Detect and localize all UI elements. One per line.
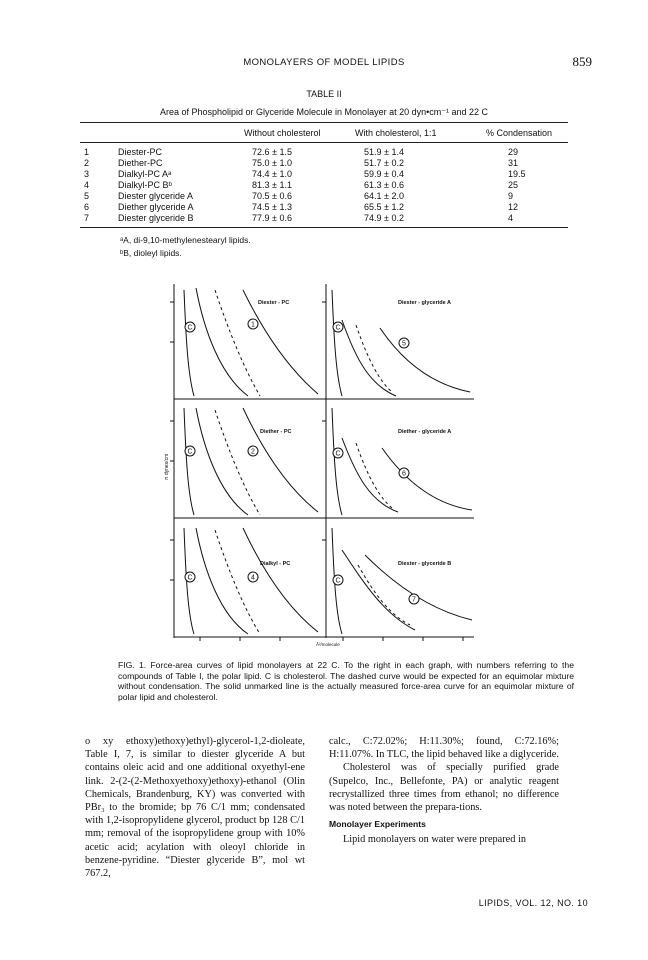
table-caption: Area of Phospholipid or Glyceride Molecule in Monolayer at 20 dyn•cm⁻¹ and 22 C — [159, 107, 489, 117]
table-cell-cond: 25 — [508, 180, 519, 190]
left-column — [85, 735, 305, 880]
table-top-rule — [80, 122, 568, 123]
table-cell-name: Dialkyl-PC Aᵃ — [118, 169, 172, 179]
table-cell-without: 74.5 ± 1.3 — [252, 202, 292, 212]
panel-title: Diester - PC — [258, 300, 290, 306]
footnote-b: ᵇB, dioleyl lipids. — [120, 248, 182, 258]
table-cell-cond: 9 — [508, 191, 514, 201]
table-cell-name: Diester glyceride B — [118, 213, 194, 223]
y-axis-label: π dynes/cm — [164, 453, 170, 480]
table-cell-without: 72.6 ± 1.5 — [252, 147, 292, 157]
force-area-figure — [160, 280, 490, 650]
table-cell-no: 5 — [84, 191, 90, 201]
compound-label: 4 — [251, 574, 255, 582]
chol-label: C — [335, 577, 341, 585]
right-column — [329, 735, 559, 847]
table-cell-name: Diether-PC — [118, 158, 163, 168]
figure-caption: FIG. 1. Force-area curves of lipid monolayers at 22 C. To the right in each graph, with numbers referring to the compounds of Table I, the polar lipid. C is cholesterol. The dashed curve would be expected for an equimolar mixture without condensation. The solid unmarked line is the actually measured force-area curve for an equimolar mixture of polar lipid and cholesterol. — [118, 660, 574, 702]
table-cell-without: 77.9 ± 0.6 — [252, 213, 292, 223]
table-cell-no: 7 — [84, 213, 90, 223]
table-cell-without: 81.3 ± 1.1 — [252, 180, 292, 190]
panel-title: Dialkyl - PC — [260, 561, 291, 567]
table-cell-cond: 31 — [508, 158, 519, 168]
table-cell-name: Diester-PC — [118, 147, 163, 157]
compound-label: 2 — [251, 448, 255, 456]
table-cell-with: 64.1 ± 2.0 — [364, 191, 404, 201]
table-cell-cond: 4 — [508, 213, 514, 223]
journal-footer: LIPIDS, VOL. 12, NO. 10 — [478, 898, 588, 908]
table-cell-name: Diether glyceride A — [118, 202, 194, 212]
table-label: TABLE II — [306, 89, 342, 99]
page-number: 859 — [572, 54, 592, 69]
footnote-a: ᵃA, di-9,10-methylenestearyl lipids. — [120, 235, 251, 245]
chol-label: C — [335, 324, 341, 332]
chol-label: C — [187, 574, 193, 582]
panel-title: Diester - glyceride A — [398, 300, 451, 306]
table-cell-name: Dialkyl-PC Bᵇ — [118, 180, 172, 190]
table-cell-with: 51.7 ± 0.2 — [364, 158, 404, 168]
table-cell-no: 6 — [84, 202, 90, 212]
left-column-text: o xy ethoxy)ethoxy)ethyl)-glycerol-1,2-dioleate, Table I, 7, is similar to diester glyceride A but contains oleic acid and one additional oxyethyl-ene link. 2-(2-(2-Methoxyethoxy)ethoxy)-ethanol (Olin Chemicals, Brandenburg, KY) was converted with PBr₃ to the bromide; bp 76 C/1 mm; condensated with 1,2-isopropylidene glycerol, product bp 128 C/1 mm; removal of the isopropylidene group with 10% acetic acid; acylation with oleoyl chloride in benzene-pyridine. “Diester glyceride B”, mol wt 767.2, — [85, 736, 305, 880]
table-cell-no: 4 — [84, 180, 90, 190]
col-header-without: Without cholesterol — [244, 128, 321, 138]
compound-label: 5 — [402, 340, 406, 348]
col-header-condensation: % Condensation — [486, 128, 553, 138]
table-cell-no: 1 — [84, 147, 90, 157]
table-cell-no: 3 — [84, 169, 90, 179]
table-cell-with: 74.9 ± 0.2 — [364, 213, 404, 223]
col-header-with: With cholesterol, 1:1 — [355, 128, 437, 138]
table-cell-with: 61.3 ± 0.6 — [364, 180, 404, 190]
table-cell-without: 74.4 ± 1.0 — [252, 169, 292, 179]
table-cell-without: 75.0 ± 1.0 — [252, 158, 292, 168]
table-cell-no: 2 — [84, 158, 90, 168]
compound-label: 6 — [402, 470, 406, 478]
table-cell-cond: 29 — [508, 147, 519, 157]
table-cell-with: 59.9 ± 0.4 — [364, 169, 404, 179]
right-column-para-3: Lipid monolayers on water were prepared in — [343, 834, 526, 846]
table-cell-cond: 12 — [508, 202, 519, 212]
section-heading: Monolayer Experiments — [329, 819, 426, 830]
x-axis-label: Å²/molecule — [316, 642, 340, 647]
compound-label: 1 — [251, 321, 255, 329]
table-cell-with: 51.9 ± 1.4 — [364, 147, 404, 157]
chol-label: C — [335, 450, 341, 458]
running-title: MONOLAYERS OF MODEL LIPIDS — [243, 57, 405, 68]
panel-title: Diether - PC — [260, 429, 292, 435]
table-cell-with: 65.5 ± 1.2 — [364, 202, 404, 212]
table-cell-cond: 19.5 — [508, 169, 526, 179]
panel-title: Diester - glyceride B — [398, 561, 452, 567]
chol-label: C — [187, 324, 193, 332]
table-cell-without: 70.5 ± 0.6 — [252, 191, 292, 201]
right-column-para-1: calc., C:72.02%; H:11.30%; found, C:72.16%; H:11.07%. In TLC, the lipid behaved like a diglyceride. — [329, 736, 559, 761]
table-header-rule — [80, 142, 568, 143]
chol-label: C — [187, 448, 193, 456]
right-column-para-2: Cholesterol was of specially purified grade (Supelco, Inc., Bellefonte, PA) or analytic reagent recrystallized three times from ethanol; no difference was noted between the prepara-tions. — [329, 762, 559, 814]
table-cell-name: Diester glyceride A — [118, 191, 194, 201]
table-bottom-rule — [80, 227, 568, 228]
compound-label: 7 — [412, 596, 416, 604]
panel-title: Diether - glyceride A — [398, 429, 452, 435]
